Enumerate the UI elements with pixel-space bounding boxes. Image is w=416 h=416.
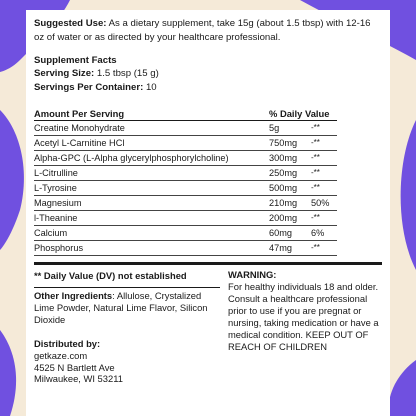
header-daily-value: % Daily Value — [269, 108, 330, 119]
distributor-title: Distributed by: — [34, 338, 101, 349]
ingredient-daily-value: -** — [311, 213, 320, 222]
suggested-use-text: As a dietary supplement, take 15g (about 1.5 tbsp) with 12-16 oz of water or as directed by your healthcare professional. — [34, 18, 371, 43]
daily-value-footnote: ** Daily Value (DV) not established — [34, 270, 187, 281]
footnote-divider — [34, 287, 220, 288]
table-row — [34, 166, 337, 181]
ingredient-daily-value: 6% — [311, 228, 325, 238]
ingredient-amount: 47mg — [269, 243, 292, 253]
ingredient-amount: 210mg — [269, 198, 298, 208]
ingredient-name: L-Citrulline — [34, 168, 78, 178]
ingredient-name: Phosphorus — [34, 243, 84, 253]
warning-title: WARNING: — [228, 269, 277, 280]
ingredient-amount: 300mg — [269, 153, 298, 163]
ingredient-daily-value: 50% — [311, 198, 330, 208]
serving-size — [34, 67, 382, 81]
table-row — [34, 136, 337, 151]
header-amount-per-serving: Amount Per Serving — [34, 108, 125, 119]
ingredient-name: Acetyl L-Carnitine HCl — [34, 138, 125, 148]
ingredient-daily-value: -** — [311, 123, 320, 132]
supplement-label-card — [26, 10, 390, 416]
table-row — [34, 121, 337, 136]
ingredient-daily-value: -** — [311, 243, 320, 252]
serving-size-value: 1.5 tbsp (15 g) — [94, 68, 159, 79]
ingredient-name: Alpha-GPC (L-Alpha glycerylphosphorylcholine) — [34, 153, 229, 163]
section-divider — [34, 262, 382, 265]
ingredient-daily-value: -** — [311, 138, 320, 147]
ingredient-amount: 5g — [269, 123, 280, 133]
ingredient-amount: 250mg — [269, 168, 298, 178]
suggested-use-label: Suggested Use: — [34, 18, 107, 29]
ingredient-name: Magnesium — [34, 198, 82, 208]
ingredient-amount: 200mg — [269, 213, 298, 223]
other-ingredients-text: : Allulose, Crystalized Lime Powder, Natural Lime Flavor, Silicon Dioxide — [34, 290, 208, 325]
ingredient-amount: 500mg — [269, 183, 298, 193]
table-row — [34, 226, 337, 241]
serving-size-label: Serving Size: — [34, 68, 95, 79]
supplement-facts-title: Supplement Facts — [34, 55, 117, 66]
table-row — [34, 211, 337, 226]
suggested-use — [34, 17, 382, 45]
servings-per-container — [34, 81, 382, 95]
ingredient-daily-value: -** — [311, 168, 320, 177]
ingredient-name: Creatine Monohydrate — [34, 123, 125, 133]
distributor-city: Milwaukee, WI 53211 — [34, 373, 123, 384]
other-ingredients-label: Other Ingredients — [34, 290, 113, 301]
bottom-section — [34, 269, 382, 385]
other-ingredients — [34, 290, 220, 326]
right-column — [220, 269, 382, 385]
ingredient-daily-value: -** — [311, 183, 320, 192]
ingredient-daily-value: -** — [311, 153, 320, 162]
distributor-website: getkaze.com — [34, 350, 88, 361]
ingredient-name: l-Theanine — [34, 213, 78, 223]
ingredient-name: L-Tyrosine — [34, 183, 77, 193]
left-column — [34, 269, 220, 385]
servings-label: Servings Per Container: — [34, 82, 144, 93]
warning-text: For healthy individuals 18 and older. Consult a healthcare professional prior to use if you are pregnat or nursing, taking medication or have a medical condition. KEEP OUT OF REACH OF CHILDREN — [228, 281, 379, 352]
table-row — [34, 151, 337, 166]
distributor-street: 4525 N Bartlett Ave — [34, 361, 115, 373]
ingredient-amount: 60mg — [269, 228, 292, 238]
ingredient-name: Calcium — [34, 228, 68, 238]
table-row — [34, 241, 337, 256]
nutrition-table — [34, 107, 337, 256]
table-row — [34, 196, 337, 211]
table-header — [34, 107, 337, 121]
ingredient-amount: 750mg — [269, 138, 298, 148]
servings-value: 10 — [143, 82, 157, 93]
table-row — [34, 181, 337, 196]
